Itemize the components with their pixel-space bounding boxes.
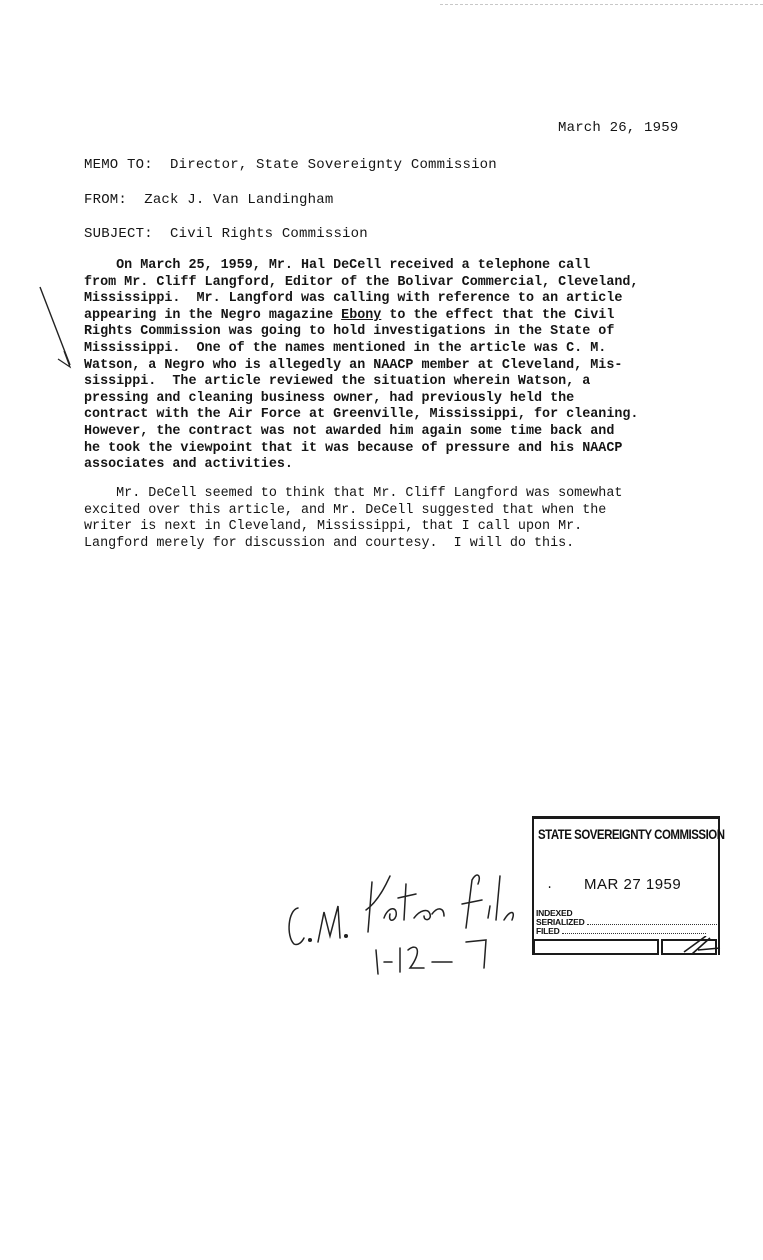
memo-to-value: Director, State Sovereignty Commission — [170, 157, 497, 173]
paragraph-line: pressing and cleaning business owner, had previously held the — [84, 390, 575, 406]
paragraph-line: associates and activities. — [84, 457, 293, 473]
memo-paragraph-1 — [84, 258, 638, 474]
paragraph-line: contract with the Air Force at Greenville, Mississippi, for cleaning. — [84, 407, 639, 423]
paragraph-line: excited over this article, and Mr. DeCell suggested that when the — [84, 502, 607, 518]
memo-from-label: FROM: — [84, 192, 128, 208]
paragraph-line: from Mr. Cliff Langford, Editor of the Bolivar Commercial, Cleveland, — [84, 274, 639, 290]
received-stamp — [532, 816, 725, 954]
memo-from-line — [84, 192, 333, 209]
paragraph-line: writer is next in Cleveland, Mississippi, that I call upon Mr. — [84, 519, 583, 535]
stamp-row-dots — [562, 933, 706, 934]
stamp-row-label: FILED — [536, 926, 560, 936]
stamp-row-filed — [536, 926, 706, 936]
memo-to-line — [84, 157, 497, 174]
paragraph-line: Mississippi. One of the names mentioned in the article was C. M. — [84, 340, 607, 356]
paragraph-line: Mississippi. Mr. Langford was calling with reference to an article — [84, 291, 623, 307]
memo-to-label: MEMO TO: — [84, 157, 153, 173]
paragraph-line: Mr. DeCell seemed to think that Mr. Cliff Langford was somewhat — [84, 486, 623, 501]
stamp-boxes — [534, 936, 734, 960]
paragraph-line: Watson, a Negro who is allegedly an NAACP member at Cleveland, Mis- — [84, 357, 623, 373]
stamp-title: STATE SOVEREIGNTY COMMISSION — [538, 826, 725, 842]
handwritten-note-drawing — [280, 840, 520, 980]
stamp-row-dots — [587, 924, 717, 925]
handwritten-note — [280, 840, 520, 985]
paragraph-line: Rights Commission was going to hold investigations in the State of — [84, 324, 615, 340]
paragraph-line-end: to the effect that the Civil — [381, 307, 615, 323]
stamp-row-label: SERIALIZED — [536, 917, 585, 927]
stamp-dot: . — [546, 878, 554, 892]
memo-from-value: Zack J. Van Landingham — [144, 192, 334, 208]
paragraph-line: he took the viewpoint that it was because of pressure and his NAACP — [84, 440, 623, 456]
stamp-date: MAR 27 1959 — [584, 876, 682, 893]
memo-paragraph-2 — [84, 486, 622, 552]
memo-subject-line — [84, 226, 368, 243]
paragraph-line — [84, 308, 638, 325]
memo-date: March 26, 1959 — [558, 120, 679, 136]
stamp-row-label: INDEXED — [536, 908, 573, 918]
magazine-name: Ebony — [341, 307, 382, 323]
memo-subject-label: SUBJECT: — [84, 226, 153, 242]
paragraph-line: However, the contract was not awarded him again some time back and — [84, 423, 615, 439]
paragraph-line-start: appearing in the Negro magazine — [84, 307, 342, 323]
margin-bracket-mark — [30, 285, 80, 385]
scan-edge-line — [440, 4, 763, 5]
paragraph-line: sissippi. The article reviewed the situation wherein Watson, a — [84, 374, 591, 390]
memo-subject-value: Civil Rights Commission — [170, 226, 368, 242]
paragraph-line: On March 25, 1959, Mr. Hal DeCell received a telephone call — [84, 258, 591, 273]
paragraph-line: Langford merely for discussion and courtesy. I will do this. — [84, 535, 575, 551]
